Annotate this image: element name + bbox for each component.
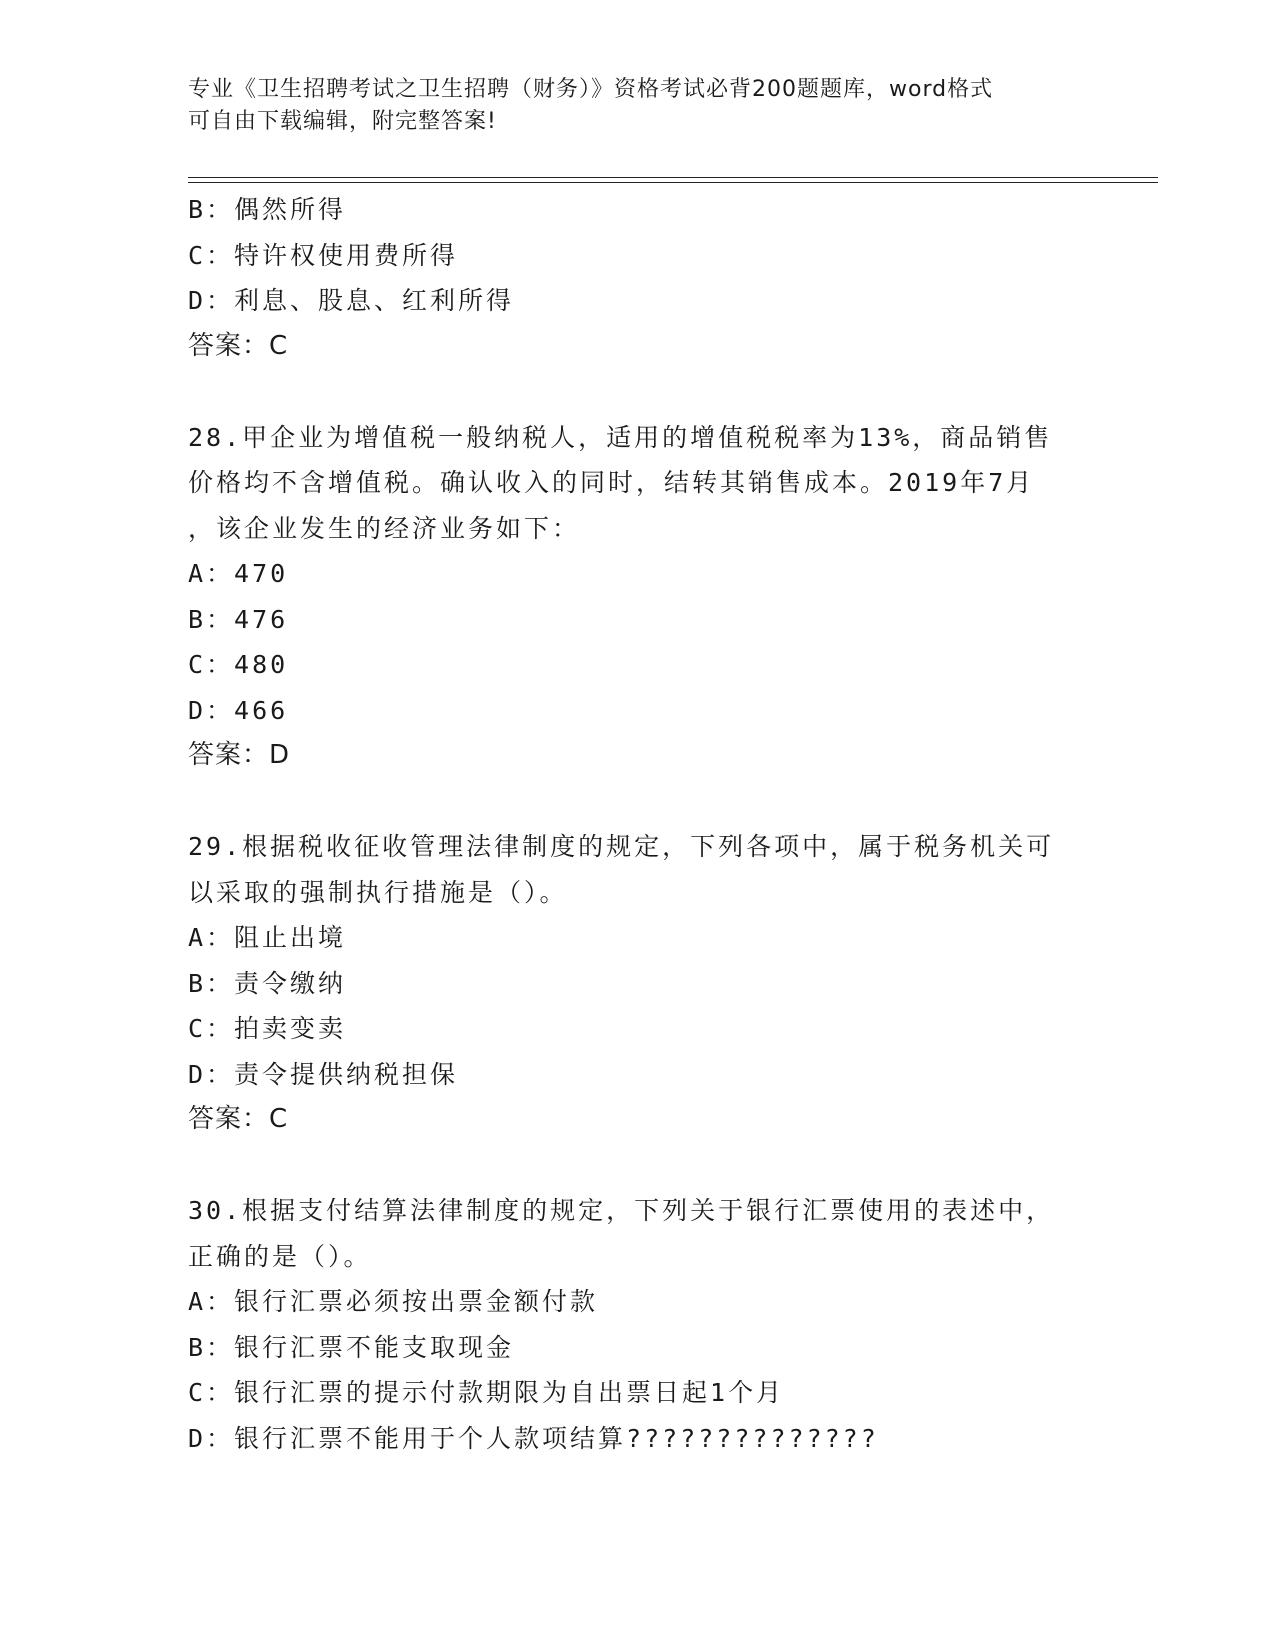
question-stem-line: ，该企业发生的经济业务如下： xyxy=(188,513,581,543)
question-29 xyxy=(188,824,1088,1143)
question-stem-line: 29.根据税收征收管理法律制度的规定，下列各项中，属于税务机关可 xyxy=(188,832,1055,861)
answer-label: 答案：D xyxy=(188,740,291,770)
option-a: A：470 xyxy=(188,559,289,588)
question-stem-line: 价格均不含增值税。确认收入的同时，结转其销售成本。2019年7月 xyxy=(188,468,1035,497)
option-b: B：偶然所得 xyxy=(188,195,347,224)
spacer xyxy=(188,369,1088,415)
option-c: C：特许权使用费所得 xyxy=(188,240,459,270)
spacer xyxy=(188,1143,1088,1189)
page-header xyxy=(188,74,1068,138)
question-30 xyxy=(188,1188,1088,1461)
header-divider-top xyxy=(188,177,1158,178)
option-b: B：银行汇票不能支取现金 xyxy=(188,1332,515,1362)
option-c: C：拍卖变卖 xyxy=(188,1014,347,1043)
option-d: D：466 xyxy=(188,695,289,725)
question-stem-line: 正确的是（）。 xyxy=(188,1241,372,1271)
option-c: C：480 xyxy=(188,650,289,679)
question-28 xyxy=(188,415,1088,779)
question-stem-line: 28.甲企业为增值税一般纳税人，适用的增值税税率为13%，商品销售 xyxy=(188,422,1053,452)
option-d: D：利息、股息、红利所得 xyxy=(188,286,515,315)
question-list xyxy=(188,187,1088,1461)
question-stem-line: 30.根据支付结算法律制度的规定，下列关于银行汇票使用的表述中， xyxy=(188,1196,1055,1225)
option-d: D：银行汇票不能用于个人款项结算?????????????? xyxy=(188,1423,879,1453)
question-27-tail xyxy=(188,187,1088,369)
header-line-2: 可自由下载编辑，附完整答案! xyxy=(188,109,497,134)
header-line-1: 专业《卫生招聘考试之卫生招聘（财务）》资格考试必背200题题库，word格式 xyxy=(188,77,994,102)
answer-label: 答案：C xyxy=(188,1104,289,1134)
spacer xyxy=(188,779,1088,825)
answer-label: 答案：C xyxy=(188,330,289,361)
option-b: B：476 xyxy=(188,604,289,634)
option-d: D：责令提供纳税担保 xyxy=(188,1059,459,1089)
header-divider-bottom xyxy=(188,182,1158,183)
option-c: C：银行汇票的提示付款期限为自出票日起1个月 xyxy=(188,1378,785,1407)
option-a: A：阻止出境 xyxy=(188,923,347,952)
question-stem-line: 以采取的强制执行措施是（）。 xyxy=(188,877,568,907)
option-a: A：银行汇票必须按出票金额付款 xyxy=(188,1287,599,1316)
option-b: B：责令缴纳 xyxy=(188,968,347,998)
